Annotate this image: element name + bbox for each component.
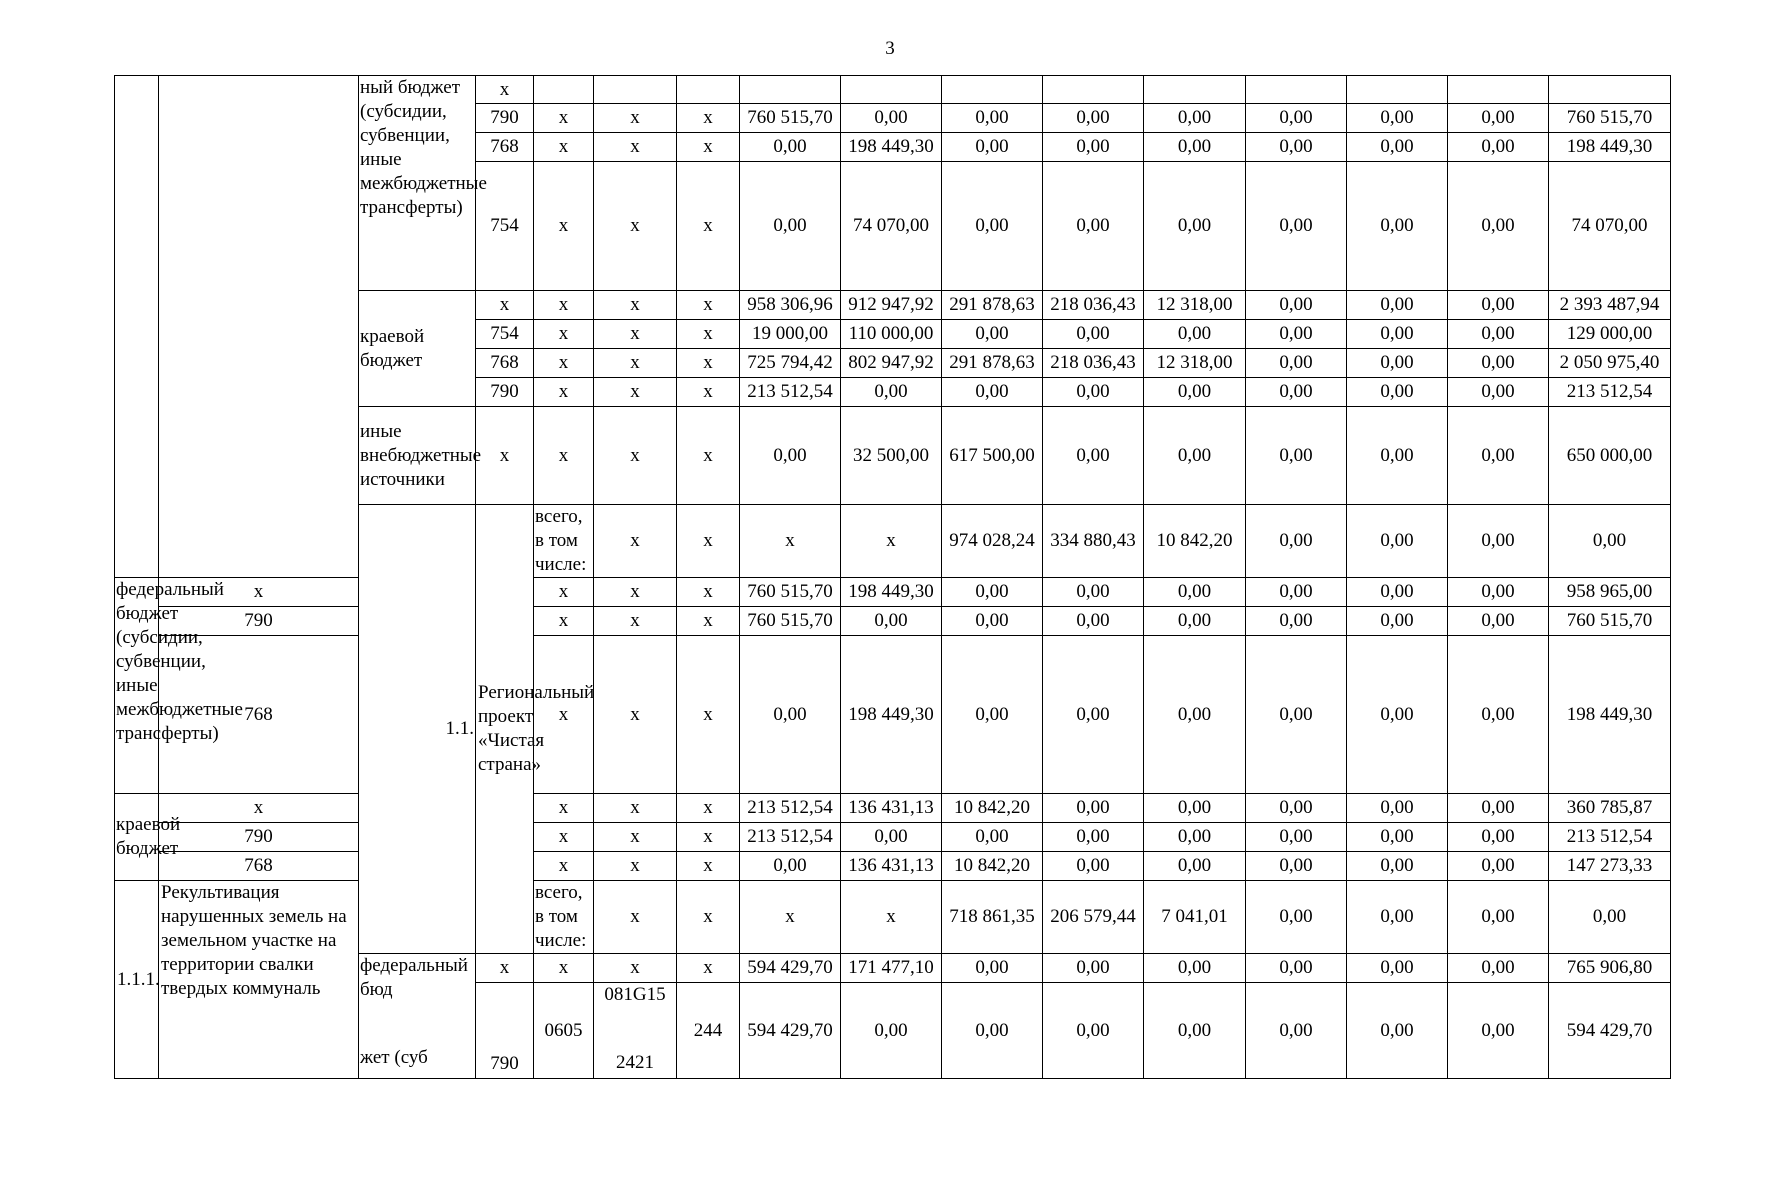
code-cell: х [677, 320, 740, 349]
amount-cell: 0,00 [1347, 291, 1448, 320]
source-label: ный бюджет (субсидии, субвенции, иные межбюджетные трансферты) [359, 76, 476, 291]
source-label-part: жет (суб [360, 1047, 428, 1068]
amount-cell: 0,00 [1246, 104, 1347, 133]
code-cell: х [534, 852, 594, 881]
amount-cell: 0,00 [1246, 407, 1347, 505]
amount-cell: 0,00 [942, 636, 1043, 794]
amount-cell: 0,00 [942, 823, 1043, 852]
amount-cell: 0,00 [1144, 407, 1246, 505]
amount-cell: 0,00 [1347, 983, 1448, 1079]
amount-cell: 0,00 [1347, 578, 1448, 607]
amount-cell: 0,00 [1144, 983, 1246, 1079]
amount-cell: 0,00 [841, 378, 942, 407]
amount-cell: 12 318,00 [1144, 349, 1246, 378]
amount-cell: 725 794,42 [740, 349, 841, 378]
amount-cell: 171 477,10 [841, 954, 942, 983]
amount-cell: 0,00 [1043, 852, 1144, 881]
code-cell [677, 76, 740, 104]
code-cell: х [677, 349, 740, 378]
amount-cell: 2 050 975,40 [1549, 349, 1671, 378]
amount-cell: 0,00 [942, 320, 1043, 349]
amount-cell: 0,00 [1347, 794, 1448, 823]
amount-cell: 0,00 [1043, 983, 1144, 1079]
amount-cell: 0,00 [1448, 320, 1549, 349]
amount-cell: 0,00 [1144, 162, 1246, 291]
code-cell: х [534, 794, 594, 823]
amount-cell: 0,00 [1144, 852, 1246, 881]
amount-cell: 0,00 [942, 578, 1043, 607]
table-row [115, 794, 1671, 823]
amount-cell: 0,00 [1347, 320, 1448, 349]
amount-cell: 0,00 [942, 104, 1043, 133]
amount-cell: 0,00 [1347, 133, 1448, 162]
amount-cell: 0,00 [1448, 607, 1549, 636]
code-cell: х [677, 636, 740, 794]
code-cell: х [159, 794, 359, 823]
amount-cell: 12 318,00 [1144, 291, 1246, 320]
amount-cell: 0,00 [1043, 320, 1144, 349]
code-cell: х [534, 954, 594, 983]
code-cell: х [594, 104, 677, 133]
code-cell: х [534, 378, 594, 407]
code-cell: х [534, 104, 594, 133]
amount-cell: 0,00 [1347, 349, 1448, 378]
amount-cell: 0,00 [1347, 162, 1448, 291]
code-cell: х [594, 291, 677, 320]
amount-cell: 0,00 [1246, 636, 1347, 794]
amount-cell: 291 878,63 [942, 349, 1043, 378]
code-cell: х [534, 320, 594, 349]
code-cell: х [841, 881, 942, 954]
code-cell: 790 [476, 104, 534, 133]
amount-cell: 0,00 [1347, 407, 1448, 505]
amount-cell: 0,00 [740, 133, 841, 162]
amount-cell: 198 449,30 [1549, 133, 1671, 162]
code-cell-split [594, 983, 677, 1079]
name-cell [159, 76, 359, 578]
amount-cell: 718 861,35 [942, 881, 1043, 954]
code-cell: 790 [159, 607, 359, 636]
code-cell: 790 [476, 378, 534, 407]
amount-cell: 0,00 [740, 852, 841, 881]
amount-cell: 0,00 [1246, 320, 1347, 349]
amount-cell: 0,00 [1144, 320, 1246, 349]
code-cell: х [594, 881, 677, 954]
code-cell: 768 [476, 349, 534, 378]
amount-cell: 334 880,43 [1043, 505, 1144, 578]
amount-cell: 594 429,70 [740, 954, 841, 983]
project-name: Региональный проект «Чистая страна» [476, 505, 534, 954]
code-cell [594, 76, 677, 104]
amount-cell: 0,00 [1448, 104, 1549, 133]
amount-cell [1549, 76, 1671, 104]
code-cell: х [594, 852, 677, 881]
code-cell: х [534, 636, 594, 794]
amount-cell [1043, 76, 1144, 104]
code-cell: х [476, 954, 534, 983]
amount-cell: 0,00 [1448, 407, 1549, 505]
amount-cell: 0,00 [942, 607, 1043, 636]
amount-cell: 974 028,24 [942, 505, 1043, 578]
amount-cell: 0,00 [1144, 578, 1246, 607]
code-cell: х [534, 349, 594, 378]
code-cell: х [594, 378, 677, 407]
table-row [115, 636, 1671, 794]
code-cell: х [534, 291, 594, 320]
code-cell: х [740, 881, 841, 954]
source-label: иные внебюджетные источники [359, 407, 476, 505]
code-cell: 754 [476, 162, 534, 291]
amount-cell: 0,00 [1246, 881, 1347, 954]
amount-cell: 594 429,70 [740, 983, 841, 1079]
code-cell: х [594, 823, 677, 852]
source-label: краевой бюджет [115, 794, 159, 881]
amount-cell: 2 393 487,94 [1549, 291, 1671, 320]
amount-cell: 0,00 [1043, 954, 1144, 983]
row-index: 1.1.1. [115, 881, 159, 1079]
amount-cell: 19 000,00 [740, 320, 841, 349]
code-cell: 0605 [534, 983, 594, 1079]
amount-cell: 0,00 [1347, 881, 1448, 954]
amount-cell: 213 512,54 [740, 378, 841, 407]
code-cell: х [594, 636, 677, 794]
code-cell: х [677, 291, 740, 320]
spacer [360, 1002, 474, 1046]
amount-cell: 0,00 [1246, 162, 1347, 291]
amount-cell: 0,00 [1246, 133, 1347, 162]
amount-cell [1144, 76, 1246, 104]
amount-cell: 10 842,20 [942, 852, 1043, 881]
amount-cell: 0,00 [1549, 881, 1671, 954]
row-index: 1.1. [359, 505, 476, 954]
amount-cell: 206 579,44 [1043, 881, 1144, 954]
code-cell: 244 [677, 983, 740, 1079]
amount-cell: 760 515,70 [740, 578, 841, 607]
code-cell: х [677, 852, 740, 881]
amount-cell: 0,00 [1144, 104, 1246, 133]
amount-cell: 7 041,01 [1144, 881, 1246, 954]
code-cell: 768 [159, 852, 359, 881]
amount-cell: 136 431,13 [841, 794, 942, 823]
code-part: 081G15 [604, 984, 666, 1005]
amount-cell: 0,00 [1144, 607, 1246, 636]
code-cell: 768 [159, 636, 359, 794]
code-cell [534, 76, 594, 104]
source-label-part: федеральный бюд [360, 955, 468, 1000]
code-cell: х [677, 407, 740, 505]
amount-cell: 0,00 [942, 983, 1043, 1079]
code-cell: 754 [476, 320, 534, 349]
code-cell: х [677, 378, 740, 407]
amount-cell: 760 515,70 [740, 104, 841, 133]
code-cell: х [594, 505, 677, 578]
amount-cell: 0,00 [1246, 378, 1347, 407]
amount-cell: 912 947,92 [841, 291, 942, 320]
amount-cell: 213 512,54 [740, 794, 841, 823]
amount-cell: 0,00 [1246, 505, 1347, 578]
table-row [115, 852, 1671, 881]
source-label: всего, в том числе: [534, 881, 594, 954]
amount-cell: 0,00 [841, 983, 942, 1079]
amount-cell: 0,00 [1246, 852, 1347, 881]
code-cell: х [476, 407, 534, 505]
code-cell: х [594, 954, 677, 983]
amount-cell: 0,00 [1448, 162, 1549, 291]
code-part: 2421 [616, 1052, 654, 1073]
amount-cell: 0,00 [1448, 794, 1549, 823]
amount-cell: 0,00 [1448, 133, 1549, 162]
amount-cell: 0,00 [1347, 104, 1448, 133]
amount-cell: 0,00 [1144, 378, 1246, 407]
amount-cell: 760 515,70 [1549, 607, 1671, 636]
amount-cell: 0,00 [1347, 607, 1448, 636]
amount-cell: 0,00 [841, 823, 942, 852]
amount-cell: 136 431,13 [841, 852, 942, 881]
amount-cell: 0,00 [1448, 881, 1549, 954]
amount-cell: 0,00 [1043, 578, 1144, 607]
code-cell: 768 [476, 133, 534, 162]
amount-cell: 0,00 [1043, 378, 1144, 407]
amount-cell: 198 449,30 [841, 636, 942, 794]
amount-cell: 0,00 [1448, 378, 1549, 407]
table-row [115, 578, 1671, 607]
code-cell: х [534, 162, 594, 291]
amount-cell: 958 306,96 [740, 291, 841, 320]
amount-cell: 213 512,54 [740, 823, 841, 852]
index-cell [115, 76, 159, 578]
amount-cell: 198 449,30 [1549, 636, 1671, 794]
code-cell: х [677, 881, 740, 954]
code-cell: х [534, 578, 594, 607]
code-cell: х [677, 607, 740, 636]
amount-cell [1347, 76, 1448, 104]
code-cell: х [594, 133, 677, 162]
amount-cell: 213 512,54 [1549, 823, 1671, 852]
project-name: Рекультивация нарушенных земель на земельном участке на территории свалки твердых коммуналь [159, 881, 359, 1079]
amount-cell: 291 878,63 [942, 291, 1043, 320]
table-row [115, 881, 1671, 954]
code-cell: 790 [476, 983, 534, 1079]
amount-cell: 10 842,20 [1144, 505, 1246, 578]
amount-cell: 0,00 [1448, 505, 1549, 578]
code-cell: х [594, 578, 677, 607]
amount-cell: 218 036,43 [1043, 349, 1144, 378]
page-number: 3 [885, 38, 895, 59]
amount-cell: 0,00 [1448, 349, 1549, 378]
amount-cell: 760 515,70 [1549, 104, 1671, 133]
code-cell: х [594, 407, 677, 505]
amount-cell: 110 000,00 [841, 320, 942, 349]
amount-cell: 0,00 [1448, 578, 1549, 607]
amount-cell: 0,00 [1448, 983, 1549, 1079]
amount-cell: 0,00 [1448, 636, 1549, 794]
amount-cell: 0,00 [1347, 378, 1448, 407]
amount-cell: 0,00 [740, 162, 841, 291]
amount-cell: 0,00 [1448, 954, 1549, 983]
amount-cell: 0,00 [1347, 823, 1448, 852]
code-cell: х [677, 823, 740, 852]
amount-cell: 802 947,92 [841, 349, 942, 378]
code-cell: х [159, 578, 359, 607]
code-cell: х [534, 823, 594, 852]
code-cell: х [677, 794, 740, 823]
amount-cell: 0,00 [1347, 852, 1448, 881]
amount-cell: 0,00 [1246, 983, 1347, 1079]
amount-cell: 0,00 [1144, 794, 1246, 823]
amount-cell: 0,00 [1144, 133, 1246, 162]
amount-cell: 0,00 [1144, 823, 1246, 852]
amount-cell [1448, 76, 1549, 104]
table-row [115, 823, 1671, 852]
code-cell: х [677, 162, 740, 291]
code-cell: х [594, 607, 677, 636]
amount-cell: 760 515,70 [740, 607, 841, 636]
amount-cell: 0,00 [740, 636, 841, 794]
code-cell: х [534, 133, 594, 162]
code-cell: 790 [159, 823, 359, 852]
amount-cell: 0,00 [1347, 954, 1448, 983]
amount-cell [942, 76, 1043, 104]
code-cell: х [841, 505, 942, 578]
amount-cell: 0,00 [1043, 607, 1144, 636]
code-cell: х [476, 291, 534, 320]
code-cell: х [594, 162, 677, 291]
amount-cell: 765 906,80 [1549, 954, 1671, 983]
amount-cell: 0,00 [1246, 578, 1347, 607]
amount-cell: 0,00 [1043, 104, 1144, 133]
source-label: федеральный бюджет (субсидии, субвенции, иные межбюджетные трансферты) [115, 578, 159, 794]
budget-table [114, 75, 1671, 1079]
amount-cell: 74 070,00 [841, 162, 942, 291]
amount-cell: 0,00 [1043, 794, 1144, 823]
amount-cell: 0,00 [1448, 291, 1549, 320]
amount-cell: 0,00 [1144, 636, 1246, 794]
amount-cell: 0,00 [1246, 823, 1347, 852]
code-cell: х [534, 607, 594, 636]
amount-cell: 129 000,00 [1549, 320, 1671, 349]
amount-cell: 0,00 [1347, 636, 1448, 794]
amount-cell [841, 76, 942, 104]
amount-cell: 0,00 [1043, 636, 1144, 794]
table-row [115, 76, 1671, 104]
amount-cell: 0,00 [1246, 954, 1347, 983]
amount-cell [1246, 76, 1347, 104]
amount-cell: 958 965,00 [1549, 578, 1671, 607]
amount-cell: 198 449,30 [841, 578, 942, 607]
amount-cell: 617 500,00 [942, 407, 1043, 505]
amount-cell: 0,00 [942, 954, 1043, 983]
amount-cell: 650 000,00 [1549, 407, 1671, 505]
source-label [359, 954, 476, 1079]
amount-cell: 0,00 [1448, 823, 1549, 852]
amount-cell: 213 512,54 [1549, 378, 1671, 407]
code-cell: х [677, 954, 740, 983]
code-cell: х [677, 133, 740, 162]
amount-cell: 360 785,87 [1549, 794, 1671, 823]
amount-cell: 0,00 [1246, 794, 1347, 823]
spacer [594, 1007, 676, 1051]
code-cell: х [677, 505, 740, 578]
code-cell: х [677, 578, 740, 607]
amount-cell: 32 500,00 [841, 407, 942, 505]
code-cell: х [594, 349, 677, 378]
table-row [115, 607, 1671, 636]
code-cell: х [476, 76, 534, 104]
amount-cell: 0,00 [841, 607, 942, 636]
amount-cell: 0,00 [1043, 407, 1144, 505]
amount-cell: 0,00 [1043, 162, 1144, 291]
amount-cell: 0,00 [1246, 349, 1347, 378]
amount-cell: 147 273,33 [1549, 852, 1671, 881]
amount-cell: 0,00 [1043, 823, 1144, 852]
amount-cell: 0,00 [942, 378, 1043, 407]
amount-cell: 74 070,00 [1549, 162, 1671, 291]
amount-cell: 0,00 [1246, 607, 1347, 636]
amount-cell: 0,00 [942, 133, 1043, 162]
amount-cell: 0,00 [1347, 505, 1448, 578]
code-cell: х [534, 407, 594, 505]
amount-cell: 0,00 [841, 104, 942, 133]
amount-cell: 0,00 [1246, 291, 1347, 320]
code-cell: х [740, 505, 841, 578]
amount-cell: 0,00 [1448, 852, 1549, 881]
code-cell: х [677, 104, 740, 133]
amount-cell: 0,00 [1043, 133, 1144, 162]
code-cell: х [594, 320, 677, 349]
code-cell: х [594, 794, 677, 823]
source-label: краевой бюджет [359, 291, 476, 407]
source-label: всего, в том числе: [534, 505, 594, 578]
amount-cell [740, 76, 841, 104]
amount-cell: 10 842,20 [942, 794, 1043, 823]
amount-cell: 0,00 [1144, 954, 1246, 983]
amount-cell: 218 036,43 [1043, 291, 1144, 320]
amount-cell: 0,00 [1549, 505, 1671, 578]
amount-cell: 594 429,70 [1549, 983, 1671, 1079]
amount-cell: 0,00 [740, 407, 841, 505]
amount-cell: 0,00 [942, 162, 1043, 291]
amount-cell: 198 449,30 [841, 133, 942, 162]
